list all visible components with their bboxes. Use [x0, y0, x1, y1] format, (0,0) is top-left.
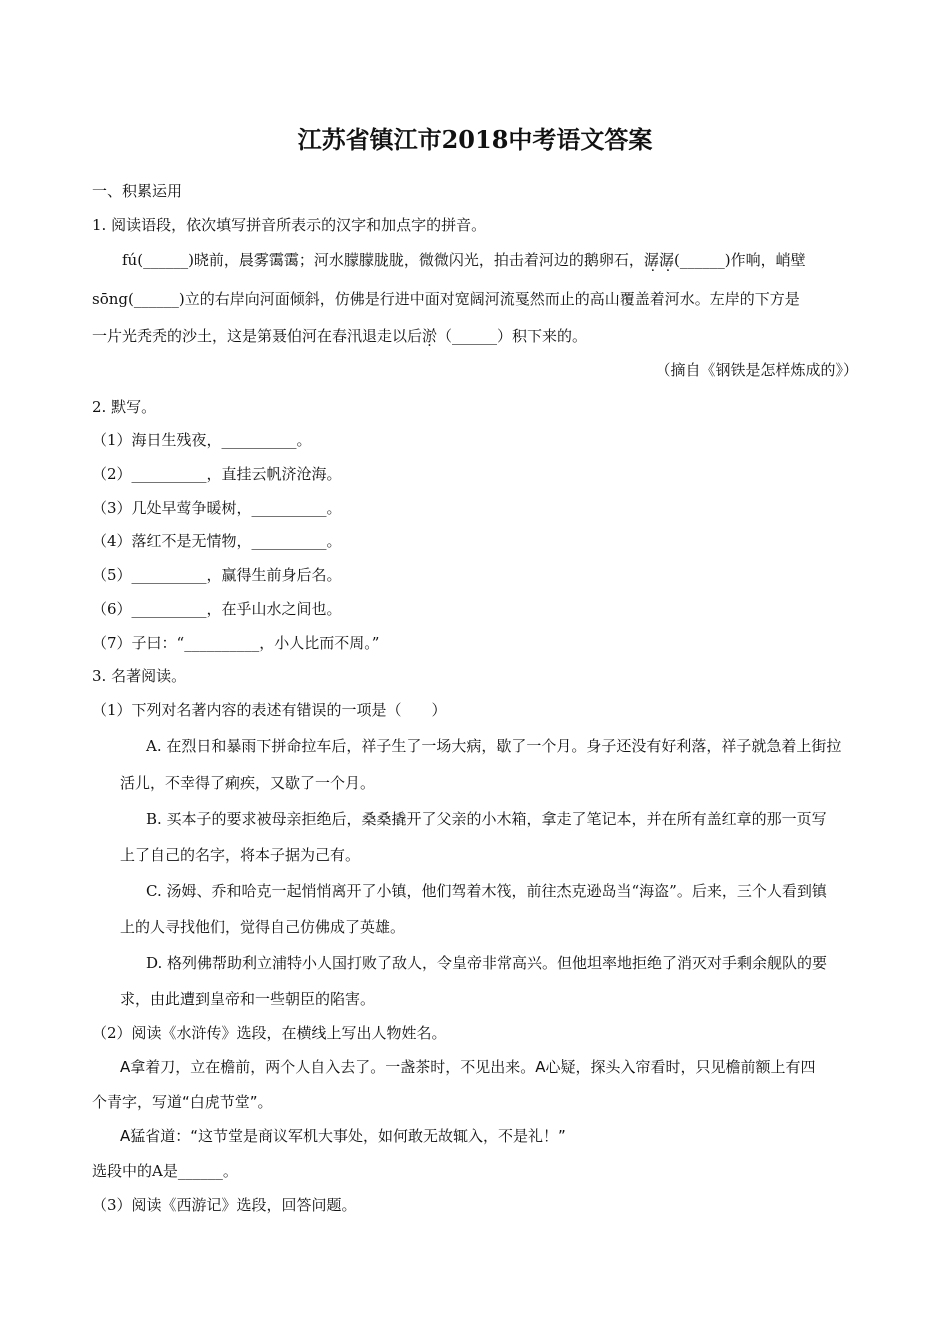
- q1-line3-b: （______）积下来的。: [437, 327, 588, 345]
- q1-prompt: 1. 阅读语段，依次填写拼音所表示的汉字和加点字的拼音。: [92, 216, 487, 234]
- answer-line: 选段中的A是______。: [92, 1162, 238, 1180]
- dotted-char: 潺: [643, 251, 659, 269]
- q1-line3-a: 一片光秃秃的沙土，这是第聂伯河在春汛退走以后: [92, 327, 423, 345]
- page-title: 江苏省镇江市2018中考语文答案: [297, 125, 653, 154]
- q3-sub3: （3）阅读《西游记》选段，回答问题。: [92, 1196, 357, 1214]
- q2-item: （3）几处早莺争暖树，__________。: [92, 499, 342, 517]
- passage-line: A猛省道：“这节堂是商议军机大事处，如何敢无故辄入，不是礼！”: [120, 1127, 566, 1145]
- option-c: C. 汤姆、乔和哈克一起悄悄离开了小镇，他们驾着木筏，前往杰克逊岛当“海盗”。后来，三个人看到镇: [146, 882, 827, 900]
- passage-line: A拿着刀，立在檐前，两个人自入去了。一盏茶时，不见出来。A心疑，探头入帘看时，只见檐前额上有四: [120, 1058, 816, 1076]
- q2-item: （6）__________，在乎山水之间也。: [92, 600, 342, 618]
- dotted-chars-1: [644, 251, 674, 269]
- q3-prompt: 3. 名著阅读。: [92, 667, 187, 685]
- option-b-cont: 上了自己的名字，将本子据为己有。: [120, 846, 361, 864]
- option-b: B. 买本子的要求被母亲拒绝后，桑桑撬开了父亲的小木箱，拿走了笔记本，并在所有盖红章的那一页写: [146, 810, 827, 828]
- q2-item: （7）子曰：“__________，小人比而不周。”: [92, 634, 380, 652]
- q2-item: （1）海日生残夜，__________。: [92, 431, 312, 449]
- dotted-char: 潺: [658, 251, 674, 269]
- option-c-cont: 上的人寻找他们，觉得自己仿佛成了英雄。: [120, 918, 406, 936]
- q2-prompt: 2. 默写。: [92, 398, 157, 416]
- q2-item: （5）__________，赢得生前身后名。: [92, 566, 342, 584]
- option-a-cont: 活儿，不幸得了痢疾，又歇了一个月。: [120, 774, 376, 792]
- q1-line2: sōng(______)立的右岸向河面倾斜，仿佛是行进中面对宽阔河流戛然而止的高山覆盖着河水。左岸的下方是: [92, 290, 800, 308]
- source-citation: （摘自《钢铁是怎样炼成的》）: [655, 361, 858, 379]
- section-heading: 一、积累运用: [92, 182, 183, 200]
- q1-line1-b: (______)作响，峭壁: [673, 251, 806, 269]
- dotted-char-2: 淤: [422, 327, 438, 345]
- q1-line1-a: fú(______)晓前，晨雾霭霭；河水朦朦胧胧，微微闪光，拍击着河边的鹅卵石，: [122, 251, 644, 269]
- q3-sub1: （1）下列对名著内容的表述有错误的一项是（ ）: [92, 701, 447, 719]
- q3-sub2: （2）阅读《水浒传》选段，在横线上写出人物姓名。: [92, 1024, 447, 1042]
- passage-line: 个青字，写道“白虎节堂”。: [92, 1093, 273, 1111]
- option-a: A. 在烈日和暴雨下拼命拉车后，祥子生了一场大病，歇了一个月。身子还没有好利落，祥子就急着上街拉: [146, 737, 842, 755]
- q2-item: （2）__________，直挂云帆济沧海。: [92, 465, 342, 483]
- option-d: D. 格列佛帮助利立浦特小人国打败了敌人，令皇帝非常高兴。但他坦率地拒绝了消灭对手剩余舰队的要: [146, 954, 828, 972]
- q1-line1: [122, 250, 806, 270]
- q1-line3: [92, 326, 587, 346]
- option-d-cont: 求，由此遭到皇帝和一些朝臣的陷害。: [120, 990, 376, 1008]
- q2-item: （4）落红不是无情物，__________。: [92, 532, 342, 550]
